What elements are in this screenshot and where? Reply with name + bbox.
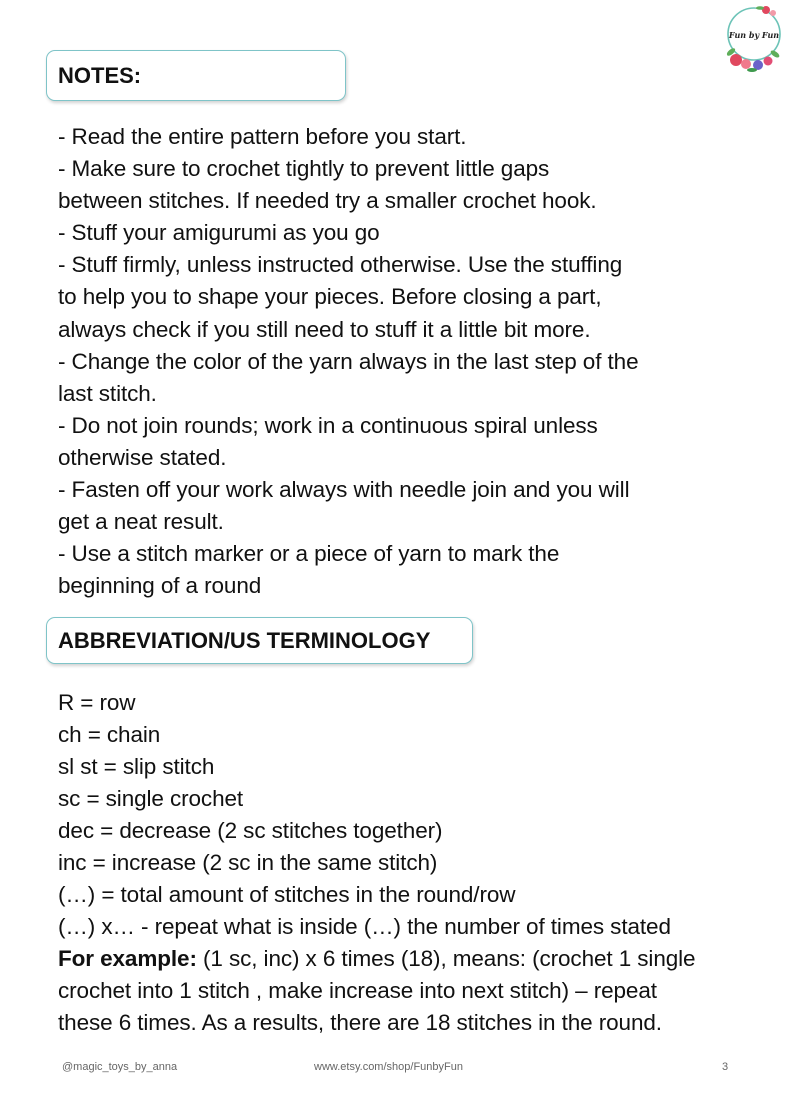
abbreviation-list xyxy=(58,687,788,1039)
notes-line: - Use a stitch marker or a piece of yarn to mark the xyxy=(58,541,560,567)
example-label: For example: xyxy=(58,946,197,971)
example-line xyxy=(58,943,788,975)
notes-heading: NOTES: xyxy=(58,62,142,88)
notes-line: - Do not join rounds; work in a continuous spiral unless xyxy=(58,412,598,438)
notes-line: get a neat result. xyxy=(58,509,224,535)
notes-line: beginning of a round xyxy=(58,573,262,599)
abbreviation-heading-box xyxy=(46,617,473,664)
logo-text: Fun by Fun xyxy=(728,30,780,40)
notes-line: - Stuff your amigurumi as you go xyxy=(58,220,380,246)
example-line: these 6 times. As a results, there are 18 stitches in the round. xyxy=(58,1010,662,1035)
abbreviation-line: ch = chain xyxy=(58,722,161,747)
abbreviation-line: R = row xyxy=(58,690,136,715)
abbreviation-heading: ABBREVIATION/US TERMINOLOGY xyxy=(58,627,431,653)
notes-line: between stitches. If needed try a smaller crochet hook. xyxy=(58,188,597,214)
notes-line: to help you to shape your pieces. Before closing a part, xyxy=(58,284,602,310)
notes-line: - Stuff firmly, unless instructed otherwise. Use the stuffing xyxy=(58,252,623,278)
notes-line: - Fasten off your work always with needle join and you will xyxy=(58,477,630,503)
notes-heading-box xyxy=(46,50,346,101)
notes-list xyxy=(58,121,758,602)
abbreviation-line: (…) = total amount of stitches in the round/row xyxy=(58,882,516,907)
notes-line: - Read the entire pattern before you start. xyxy=(58,124,467,149)
brand-logo xyxy=(722,4,786,74)
example-text: (1 sc, inc) x 6 times (18), means: (crochet 1 single xyxy=(196,946,696,971)
abbreviation-line: (…) x… - repeat what is inside (…) the number of times stated xyxy=(58,914,671,939)
notes-line: otherwise stated. xyxy=(58,444,227,470)
footer-shop-url: www.etsy.com/shop/FunbyFun xyxy=(314,1061,463,1073)
page-number: 3 xyxy=(722,1061,729,1073)
abbreviation-line: dec = decrease (2 sc stitches together) xyxy=(58,818,443,843)
example-line: crochet into 1 stitch , make increase into next stitch) – repeat xyxy=(58,978,657,1003)
notes-line: last stitch. xyxy=(58,380,157,406)
notes-line: - Make sure to crochet tightly to prevent little gaps xyxy=(58,156,550,182)
notes-line: always check if you still need to stuff it a little bit more. xyxy=(58,316,591,342)
abbreviation-line: sc = single crochet xyxy=(58,786,244,811)
abbreviation-line: inc = increase (2 sc in the same stitch) xyxy=(58,850,438,875)
footer-instagram-handle: @magic_toys_by_anna xyxy=(62,1061,178,1073)
notes-line: - Change the color of the yarn always in the last step of the xyxy=(58,348,639,374)
abbreviation-line: sl st = slip stitch xyxy=(58,754,215,779)
